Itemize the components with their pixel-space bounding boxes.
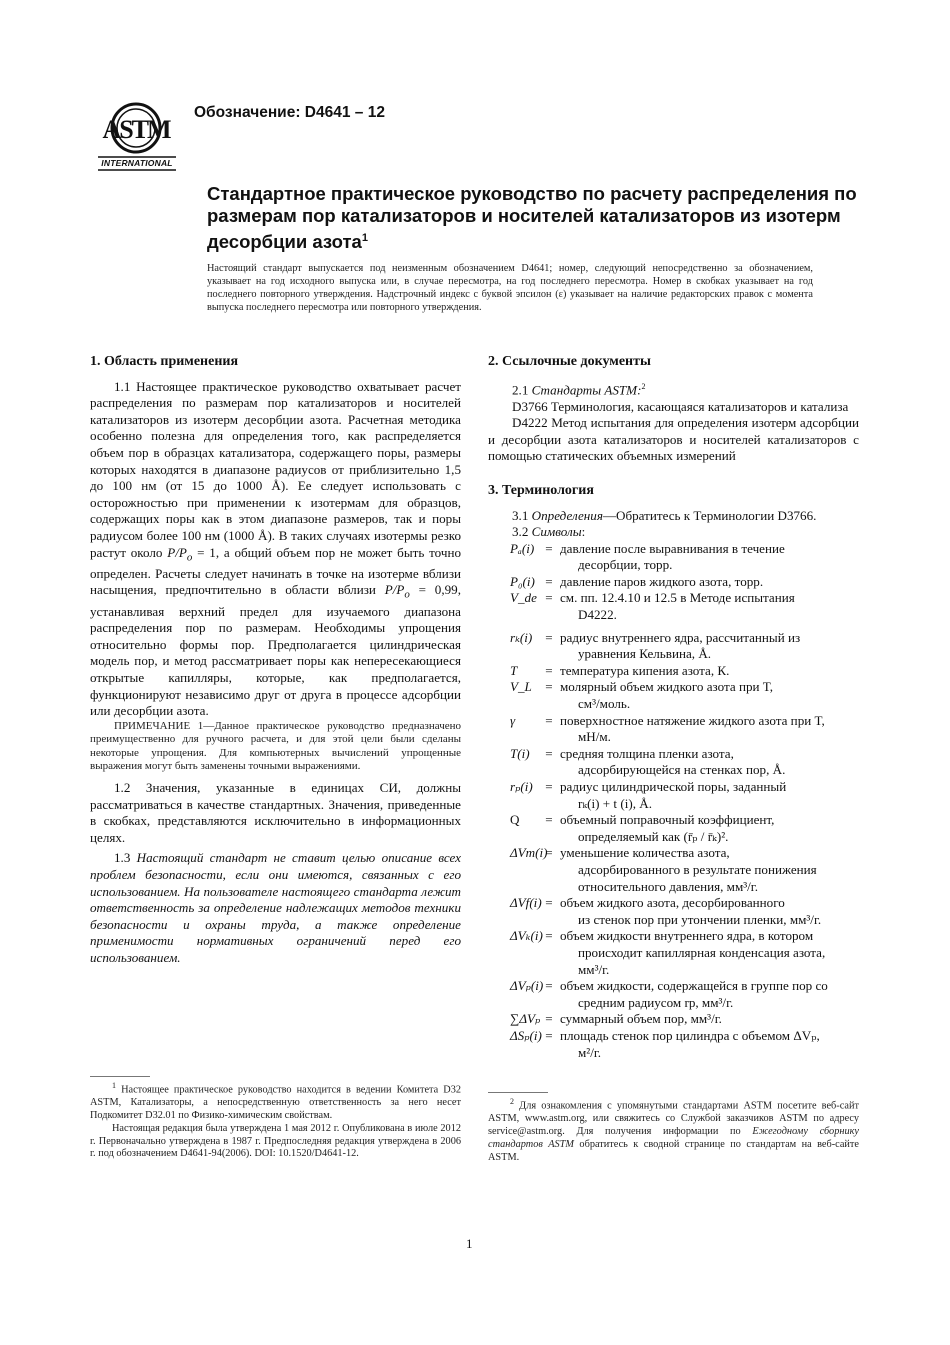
reference-d3766: D3766 Терминология, касающаяся катализаторов и катализа (512, 398, 849, 414)
symbol-item: ΔSₚ(i) = площадь стенок пор цилиндра с объемом ΔVₚ, м²/г. (510, 1027, 820, 1060)
astm-logo (96, 100, 178, 174)
symbol-item: T(i) = средняя толщина пленки азота, адсорбирующейся на стенках пор, Å. (510, 745, 786, 778)
paragraph-2-1: 2.1 Стандарты ASTM:$^2$ (512, 381, 646, 397)
section-1-heading: 1. Область применения (90, 354, 239, 369)
footnote-2: $^2$ Для ознакомления с упомянутыми стандартами ASTM посетите веб-сайт ASTM, www.astm.org, или свяжитесь со Службой заказчиков ASTM по адресу service@astm.org. Для получения информации по Ежегодному сборнику стандартов ASTM обратитесь к сводной странице по стандартам на веб-сайте ASTM. (488, 1097, 859, 1163)
svg-text:ASTM: ASTM (102, 115, 170, 144)
reference-d4222: D4222 Метод испытания для определения изотерм адсорбции и десорбции азота катализаторов и носителей катализаторов с помощью статических объемных измерений (488, 415, 859, 464)
footnote-rule-left (90, 1076, 150, 1077)
symbol-item: rₖ(i) = радиус внутреннего ядра, рассчитанный из уравнения Кельвина, Å. (510, 629, 801, 662)
preamble: Настоящий стандарт выпускается под неизменным обозначением D4641; номер, следующий непосредственно за обозначением, указывает на год исходного выпуска или, в случае пересмотра, на год последнего пересмотра. Номер в скобках указывает на год последнего повторного утверждения. Надстрочный индекс с буквой эпсилон (ε) указывает на наличие редакторских правок с момента выпуска последнего пересмотра или повторного утверждения. (207, 263, 813, 313)
left-column (90, 354, 461, 967)
right-column (488, 354, 859, 1061)
section-3-heading: 3. Терминология (488, 482, 594, 498)
section-2-heading: 2. Ссылочные документы (488, 354, 651, 369)
note-1: ПРИМЕЧАНИЕ 1—Данное практическое руководство предназначено преимущественно для ручного расчета, и для этой цели были сделаны некоторые упрощения. Для компьютерных вычислений упрощенные выражения могут быть заменены точными выражениями. (90, 719, 461, 773)
footnote-rule-right (488, 1092, 548, 1093)
paragraph-1-2: 1.2 Значения, указанные в единицах СИ, должны рассматриваться в качестве стандартных. Значения, приведенные в скобках, представляются исключительно в информационных целях. (90, 780, 461, 845)
symbol-item: ΔVₚ(i) = объем жидкости, содержащейся в группе пор со средним радиусом rp, мм³/г. (510, 978, 828, 1010)
paragraph-1-1: 1.1 Настоящее практическое руководство охватывает расчет распределения по размерам пор катализаторов и носителей катализаторов из изотерм десорбции азота. Расчетная методика особенно полезна для определения того, как распределяется объем пор в образцах катализатора, содержащего поры, размеры которых находятся в диапазоне радиусов от приблизительно 1,5 до 100 нм (от 15 до 1000 Å). Ее следует использовать с осторожностью при применении к изотермам для образцов, содержащих поры как в этом диапазоне размеров, так и поры радиусом более 100 нм (1000 Å). В таких случаях изотермы резко растут около $P/P_o = 1$, а общий объем пор не может быть точно определен. Расчеты следует начинать в точке на изотерме вблизи насыщения, предпочтительно в области вблизи $P/P_o = 0,99$, устанавливая верхний предел для изучаемого диапазона распределения пор по размерам. Необходимы упрощения относительно формы пор. Предполагается цилиндрическая модель пор, и метод рассматривает поры как непересекающиеся открытые капилляры, которые, как предполагается, функционируют независимо друг от друга в процессе адсорбции или десорбции азота. (90, 378, 461, 719)
symbol-item: γ = поверхностное натяжение жидкого азота при T, мН/м. (510, 712, 825, 745)
paragraph-3-2: 3.2 Символы: (512, 524, 586, 540)
title-text: Стандартное практическое руководство по расчету распределения по размерам пор катализаторов и носителей катализаторов из изотерм десорбции азота (207, 183, 857, 253)
symbol-item: V_de = см. пп. 12.4.10 и 12.5 в Методе испытания D4222. (510, 590, 795, 623)
symbol-item: Q = объемный поправочный коэффициент, определяемый как (r̄ₚ / r̄ₖ)². (510, 812, 775, 844)
symbol-item: ΔVₖ(i) = объем жидкости внутреннего ядра, в котором происходит капиллярная конденсация азота, мм³/г. (510, 928, 826, 977)
symbol-item: ΔVf(i) = объем жидкого азота, десорбированного из стенок пор при утончении пленки, мм³/г. (510, 895, 822, 927)
footnote-1: $^1$ Настоящее практическое руководство находится в ведении Комитета D32 ASTM, Катализаторы, а непосредственную ответственность за него несет Подкомитет D32.01 по Физико-химическим свойствам. Настоящая редакция была утверждена 1 мая 2012 г. Опубликована в июле 2012 г. Первоначально утверждена в 1987 г. Предпоследняя редакция утверждена в 2006 г. под обозначением D4641-94(2006). DOI: 10.1520/D4641-12. (90, 1081, 461, 1160)
symbol-item: Pₐ(i) = давление после выравнивания в течение десорбции, торр. (510, 540, 785, 573)
symbol-item: rₚ(i) = радиус цилиндрической поры, заданный rₖ(i) + t (i), Å. (510, 779, 787, 811)
symbol-item: P₀(i) = давление паров жидкого азота, торр. (510, 573, 764, 589)
symbol-item: V_L = молярный объем жидкого азота при T, см³/моль. (510, 679, 774, 712)
symbol-item: ΔVт(i) = уменьшение количества азота, адсорбированного в результате понижения относительного давления, мм³/г. (510, 845, 817, 894)
document-title (207, 183, 867, 253)
paragraph-1-3: 1.3 Настоящий стандарт не ставит целью описание всех проблем безопасности, если они имеются, связанных с его использованием. На пользователе настоящего стандарта лежит ответственность за определение надлежащих методов техники безопасности и охраны труда, а также определение применимости нормативных ограничений перед его использованием. (90, 850, 461, 965)
designation: Обозначение: D4641 – 12 (194, 104, 385, 121)
logo-text: INTERNATIONAL (101, 158, 173, 168)
symbol-item: ∑ΔVₚ = суммарный объем пор, мм³/г. (510, 1011, 722, 1027)
symbols-list (488, 541, 859, 1061)
title-footnote-mark: 1 (361, 232, 368, 244)
symbol-item: T = температура кипения азота, К. (510, 662, 730, 678)
page-number: 1 (466, 1236, 473, 1251)
paragraph-3-1: 3.1 Определения—Обратитесь к Терминологии D3766. (512, 507, 817, 523)
